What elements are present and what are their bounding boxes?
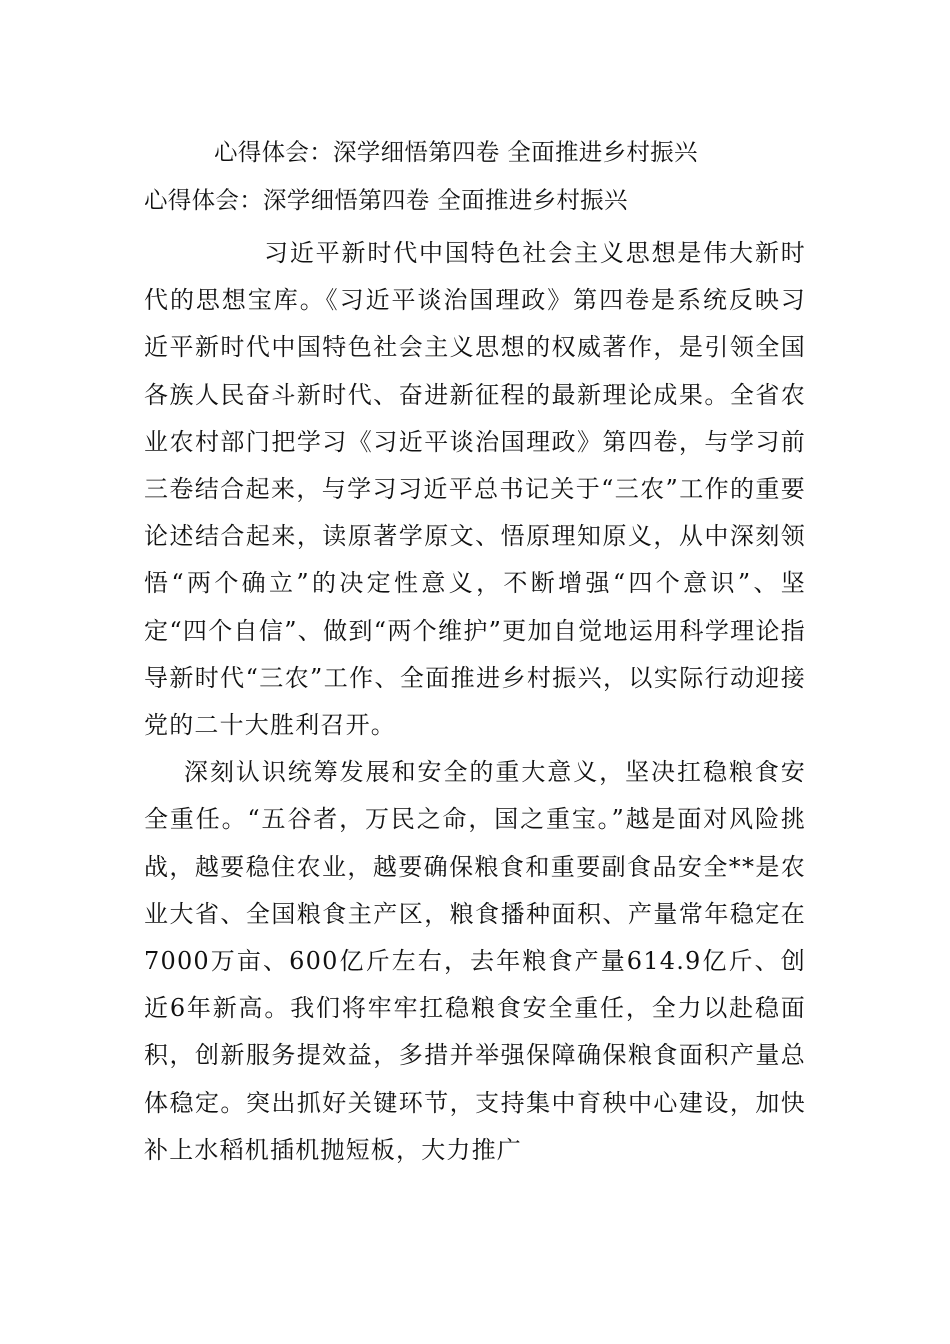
document-subtitle: 心得体会：深学细悟第四卷 全面推进乡村振兴 xyxy=(144,186,628,214)
document-title: 心得体会：深学细悟第四卷 全面推进乡村振兴 xyxy=(214,138,698,166)
paragraph-2: 深刻认识统筹发展和安全的重大意义，坚决扛稳粮食安全重任。“五谷者，万民之命，国之重宝。”越是面对风险挑战，越要稳住农业，越要确保粮食和重要副食品安全**是农业大省、全国粮食主产区，粮食播种面积、产量常年稳定在7000万亩、600亿斤左右，去年粮食产量614.9亿斤、创近6年新高。我们将牢牢扛稳粮食安全重任，全力以赴稳面积，创新服务提效益，多措并举强保障确保粮食面积产量总体稳定。突出抓好关键环节，支持集中育秧中心建设，加快补上水稻机插机抛短板，大力推广 xyxy=(144,758,806,1164)
paragraph-1: 习近平新时代中国特色社会主义思想是伟大新时代的思想宝库。《习近平谈治国理政》第四卷是系统反映习近平新时代中国特色社会主义思想的权威著作，是引领全国各族人民奋斗新时代、奋进新征程的最新理论成果。全省农业农村部门把学习《习近平谈治国理政》第四卷，与学习前三卷结合起来，与学习习近平总书记关于“三农”工作的重要论述结合起来，读原著学原文、悟原理知原义，从中深刻领悟“两个确立”的决定性意义，不断增强“四个意识”、坚定“四个自信”、做到“两个维护”更加自觉地运用科学理论指导新时代“三农”工作、全面推进乡村振兴，以实际行动迎接党的二十大胜利召开。 xyxy=(144,239,806,740)
document-body xyxy=(144,230,806,1174)
